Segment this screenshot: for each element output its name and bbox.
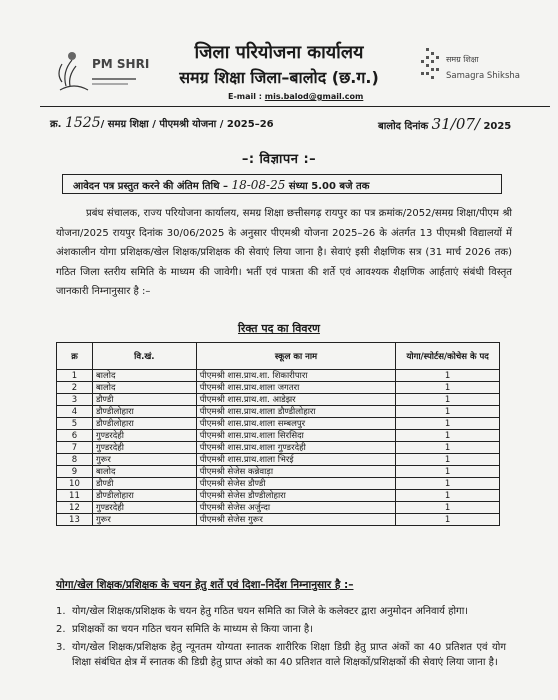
table-row: [57, 478, 500, 490]
cell-posts: 1: [396, 502, 500, 514]
cell-school: पीएमश्री सेजेस कन्नेवाड़ा: [196, 466, 396, 478]
cell-school: पीएमश्री सेजेस डौण्डी: [196, 478, 396, 490]
cell-posts: 1: [396, 418, 500, 430]
cell-serial: 7: [57, 442, 93, 454]
email-label: E-mail :: [228, 92, 262, 101]
conditions-list: [56, 604, 506, 673]
date-handwritten: 31/07/: [431, 115, 480, 133]
header-block: वि.खं.: [92, 343, 196, 370]
condition-text: योग/खेल शिक्षक/प्रशिक्षक के चयन हेतु गठित चयन समिति का जिले के कलेक्टर द्वारा अनुमोदन अनिवार्य होगा।: [72, 606, 469, 617]
cell-posts: 1: [396, 514, 500, 526]
email-address: mis.balod@gmail.com: [264, 92, 364, 101]
cell-block: गुण्डरदेही: [92, 430, 196, 442]
cell-block: बालोद: [92, 466, 196, 478]
cell-block: डौण्डीलोहारा: [92, 490, 196, 502]
table-row: [57, 514, 500, 526]
conditions-title-text: योगा/खेल शिक्षक/प्रशिक्षक के चयन हेतु शर्ते एवं दिशा–निर्देश निम्नानुसार है :–: [56, 579, 354, 591]
cell-block: डौण्डीलोहारा: [92, 418, 196, 430]
table-row: [57, 418, 500, 430]
cell-serial: 10: [57, 478, 93, 490]
cell-school: पीएमश्री शास.प्राथ.शाला सम्बलपुर: [196, 418, 396, 430]
cell-block: गुण्डरदेही: [92, 502, 196, 514]
notice-paragraph: प्रबंध संचालक, राज्य परियोजना कार्यालय, समग्र शिक्षा छत्तीसगढ़ रायपुर का पत्र क्रमांक/2052/समग्र शिक्षा/पीएम श्री योजना/2025 रायपुर दिनांक 30/06/2025 के अनुसार पीएमश्री योजना 2025–26 के अंतर्गत 13 पीएमश्री विद्यालयों में अंशकालीन योगा प्रशिक्षक/खेल शिक्षक/प्रशिक्षक की सेवाएं लिया जाना है। सेवाएं इसी शैक्षणिक सत्र (31 मार्च 2026 तक) गठित जिला स्तरीय समिति के माध्यम की जावेगी। भर्ती एवं पात्रता की शर्ते एवं आवश्यक शैक्षणिक आर्हताएं संबंधी विस्तृत जानकारी निम्नानुसार है :–: [56, 208, 512, 297]
cell-school: पीएमश्री शास.प्राथ.शाला सिरसिदा: [196, 430, 396, 442]
condition-item: [56, 640, 506, 670]
cell-posts: 1: [396, 478, 500, 490]
header-posts: योगा/स्पोर्टस/कोचेस के पद: [396, 343, 500, 370]
header-school: स्कूल का नाम: [196, 343, 396, 370]
svg-text:समग्र शिक्षा: समग्र शिक्षा: [446, 55, 479, 64]
cell-school: पीएमश्री सेजेस डौण्डीलोहारा: [196, 490, 396, 502]
cell-posts: 1: [396, 394, 500, 406]
cell-serial: 13: [57, 514, 93, 526]
cell-serial: 4: [57, 406, 93, 418]
table-row: [57, 454, 500, 466]
cell-block: डौण्डी: [92, 478, 196, 490]
cell-serial: 3: [57, 394, 93, 406]
cell-posts: 1: [396, 442, 500, 454]
cell-school: पीएमश्री शास.प्राथ.शा. आडेझर: [196, 394, 396, 406]
cell-block: बालोद: [92, 382, 196, 394]
cell-block: गुण्डरदेही: [92, 442, 196, 454]
header-divider: [40, 106, 550, 107]
cell-posts: 1: [396, 466, 500, 478]
cell-posts: 1: [396, 382, 500, 394]
condition-number: 3.: [56, 642, 66, 653]
last-date-label: आवेदन पत्र प्रस्तुत करने की अंतिम तिथि –: [73, 181, 228, 192]
table-row: [57, 466, 500, 478]
cell-block: बालोद: [92, 370, 196, 382]
cell-posts: 1: [396, 490, 500, 502]
conditions-title: [56, 578, 354, 592]
cell-school: पीएमश्री शास.प्राथ.शा. शिकारीपारा: [196, 370, 396, 382]
table-row: [57, 502, 500, 514]
date-year: 2025: [483, 121, 512, 132]
office-name: जिला परियोजना कार्यालय: [194, 42, 364, 63]
condition-item: [56, 604, 506, 619]
last-date-handwritten: 18-08-25: [231, 178, 286, 192]
cell-block: गुरूर: [92, 454, 196, 466]
cell-school: पीएमश्री सेजेस अर्जुन्दा: [196, 502, 396, 514]
condition-text: योग/खेल शिक्षक/प्रशिक्षक हेतु न्यूनतम योग्यता स्नातक शारीरिक शिक्षा डिग्री हेतु प्राप्त अंकों का 40 प्रतिशत एवं योग शिक्षा संबंधित क्षेत्र में स्नातक की डिग्री हेतु प्राप्त अंको का 40 प्रतिशत वाले शिक्षकों/प्रशिक्षकों की सेवाएं लिया जाना है।: [72, 642, 506, 668]
condition-number: 2.: [56, 624, 66, 635]
table-row: [57, 442, 500, 454]
svg-text:PM SHRI: PM SHRI: [92, 57, 150, 71]
cell-school: पीएमश्री शास.प्राथ.शाला डौण्डीलोहारा: [196, 406, 396, 418]
condition-text: प्रशिक्षकों का चयन गठित चयन समिति के माध्यम से किया जाना है।: [72, 624, 313, 635]
table-row: [57, 394, 500, 406]
cell-serial: 6: [57, 430, 93, 442]
issue-date: [378, 115, 511, 133]
reference-number: [50, 115, 274, 131]
svg-text:Samagra Shiksha: Samagra Shiksha: [446, 71, 520, 81]
cell-posts: 1: [396, 454, 500, 466]
table-row: [57, 370, 500, 382]
date-label: बालोद दिनांक: [378, 121, 429, 132]
condition-number: 1.: [56, 606, 66, 617]
cell-block: गुरूर: [92, 514, 196, 526]
notice-title: –: विज्ञापन :–: [241, 152, 317, 167]
last-date-box: [62, 174, 502, 194]
cell-posts: 1: [396, 406, 500, 418]
department-name: समग्र शिक्षा जिला–बालोद (छ.ग.): [179, 68, 379, 87]
last-date-time: संध्या 5.00 बजे तक: [288, 181, 370, 192]
cell-block: डौण्डीलोहारा: [92, 406, 196, 418]
cell-school: पीएमश्री शास.प्राथ.शाला गुण्डरदेही: [196, 442, 396, 454]
vacancy-table-title: रिक्त पद का विवरण: [238, 322, 320, 335]
vacancy-table: [56, 342, 500, 526]
ref-prefix: क्र.: [50, 119, 62, 130]
table-header-row: [57, 343, 500, 370]
condition-item: [56, 622, 506, 637]
cell-serial: 8: [57, 454, 93, 466]
table-row: [57, 490, 500, 502]
cell-posts: 1: [396, 430, 500, 442]
ref-number-handwritten: 1525: [64, 115, 101, 131]
ref-suffix: / समग्र शिक्षा / पीएमश्री योजना / 2025–26: [100, 119, 274, 130]
cell-serial: 9: [57, 466, 93, 478]
cell-serial: 11: [57, 490, 93, 502]
cell-serial: 1: [57, 370, 93, 382]
email-line: [228, 92, 363, 101]
cell-school: पीएमश्री शास.प्राथ.शाला जगतरा: [196, 382, 396, 394]
cell-serial: 5: [57, 418, 93, 430]
table-row: [57, 382, 500, 394]
header-serial: क्र: [57, 343, 93, 370]
cell-serial: 12: [57, 502, 93, 514]
cell-posts: 1: [396, 370, 500, 382]
cell-serial: 2: [57, 382, 93, 394]
cell-school: पीएमश्री शास.प्राथ.शाला भिरई: [196, 454, 396, 466]
cell-block: डौण्डी: [92, 394, 196, 406]
table-row: [57, 406, 500, 418]
cell-school: पीएमश्री सेजेस गुरूर: [196, 514, 396, 526]
table-row: [57, 430, 500, 442]
